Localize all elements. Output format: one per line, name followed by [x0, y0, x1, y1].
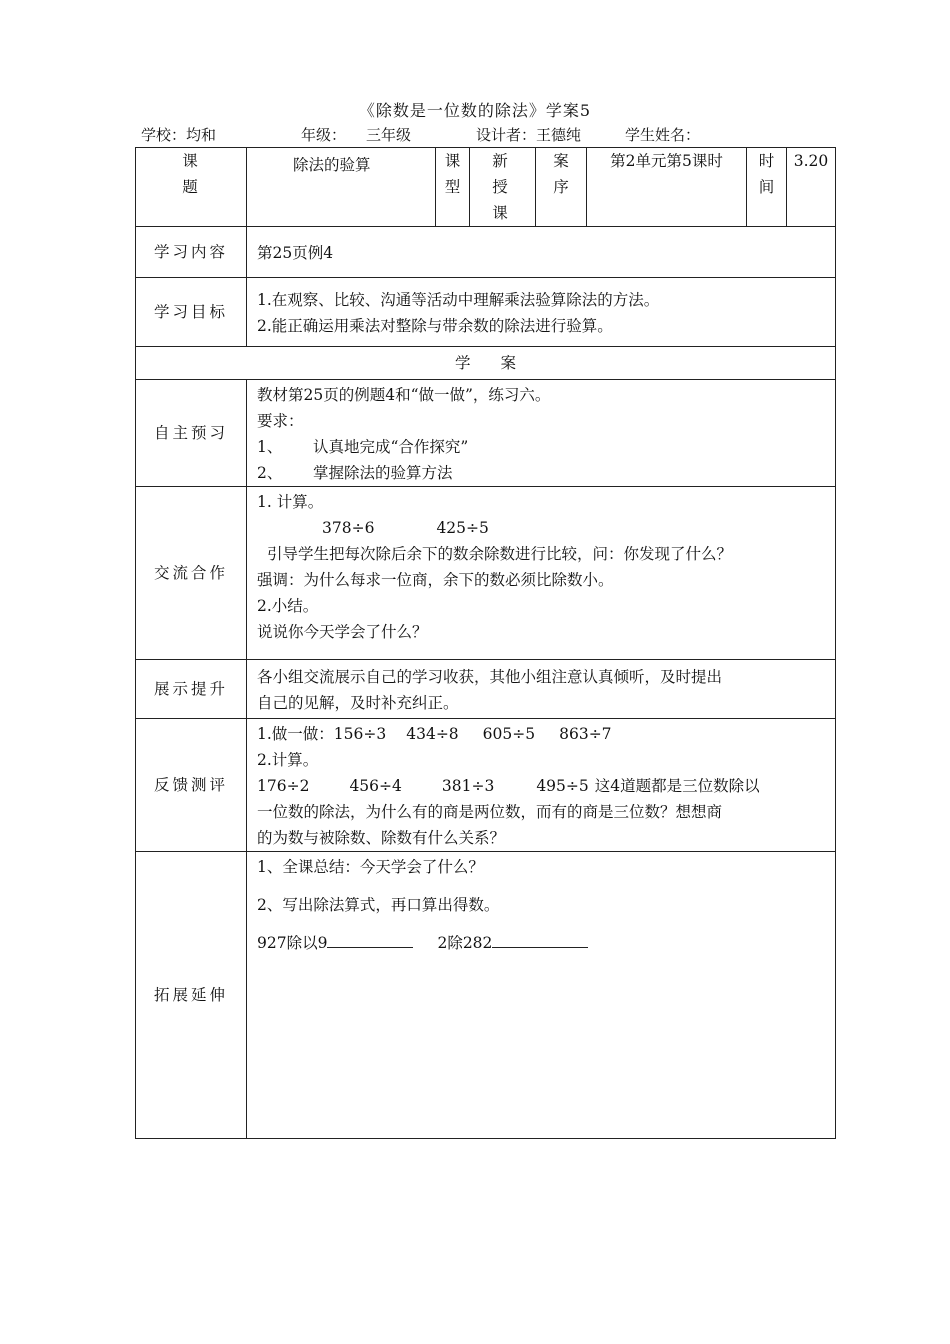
answer-blank[interactable] — [327, 931, 413, 948]
show-content — [247, 660, 836, 719]
type-label: 课型 — [436, 148, 470, 227]
time-label: 时间 — [747, 148, 787, 227]
cooperate-line: 引导学生把每次除后余下的数余除数进行比较，问：你发现了什么？ — [267, 545, 733, 563]
feedback-line: 一位数的除法，为什么有的商是两位数，而有的商是三位数？想想商 — [257, 803, 723, 821]
cooperate-content — [247, 487, 836, 660]
feedback-content — [247, 719, 836, 852]
preview-line: 要求： — [257, 412, 304, 430]
order-label: 案序 — [536, 148, 587, 227]
extend-content — [247, 852, 836, 1139]
preview-line: 1、 认真地完成“合作探究” — [257, 438, 469, 456]
preview-row — [136, 380, 836, 487]
goal-line: 2.能正确运用乘法对整除与带余数的除法进行验算。 — [257, 317, 613, 335]
section-title-row — [136, 347, 836, 380]
cooperate-line: 强调：为什么每求一位商，余下的数必须比除数小。 — [257, 571, 614, 589]
grade-label: 年级： — [301, 126, 347, 144]
extend-line: 2、写出除法算式，再口算出得数。 — [257, 896, 500, 914]
cooperate-line: 说说你今天学会了什么？ — [257, 623, 428, 641]
show-line: 各小组交流展示自己的学习收获，其他小组注意认真倾听，及时提出 — [257, 668, 723, 686]
topic-label: 课题 — [136, 148, 247, 227]
document-title: 《除数是一位数的除法》学案5 — [358, 101, 592, 120]
preview-label: 自主预习 — [136, 380, 247, 487]
topic-value: 除法的验算 — [247, 148, 436, 227]
goals-label: 学习目标 — [136, 278, 247, 347]
cooperate-line: 1. 计算。 — [257, 493, 324, 511]
goals-row — [136, 278, 836, 347]
lesson-plan-table — [135, 147, 836, 1139]
goal-line: 1.在观察、比较、沟通等活动中理解乘法验算除法的方法。 — [257, 291, 660, 309]
preview-line: 2、 掌握除法的验算方法 — [257, 464, 453, 482]
content-row — [136, 227, 836, 278]
extend-line: 1、全课总结：今天学会了什么？ — [257, 858, 484, 876]
goals-content — [247, 278, 836, 347]
school-field: 学校：均和 — [141, 126, 217, 144]
content-label: 学习内容 — [136, 227, 247, 278]
student-name-field: 学生姓名： — [625, 126, 701, 144]
preview-content — [247, 380, 836, 487]
extend-row — [136, 852, 836, 1139]
cooperate-label: 交流合作 — [136, 487, 247, 660]
type-value: 新授课 — [470, 148, 536, 227]
feedback-line: 1.做一做：156÷3 434÷8 605÷5 863÷7 — [257, 725, 612, 743]
answer-blank[interactable] — [492, 931, 588, 948]
extend-exercise: 927除以9 2除282 — [257, 930, 835, 956]
cooperate-calcs: 378÷6 425÷5 — [322, 519, 489, 537]
order-value: 第2单元第5课时 — [587, 148, 747, 227]
show-row — [136, 660, 836, 719]
designer-field: 设计者：王德纯 — [476, 126, 582, 144]
grade-value: 三年级 — [366, 126, 412, 144]
extend-label: 拓展延伸 — [136, 852, 247, 1139]
feedback-line: 176÷2 456÷4 381÷3 495÷5 这4道题都是三位数除以 — [257, 777, 760, 795]
show-label: 展示提升 — [136, 660, 247, 719]
content-value: 第25页例4 — [247, 227, 836, 278]
cooperate-line: 2.小结。 — [257, 597, 319, 615]
feedback-line: 的为数与被除数、除数有什么关系？ — [257, 829, 506, 847]
section-title: 学案 — [136, 347, 836, 380]
preview-line: 教材第25页的例题4和“做一做”，练习六。 — [257, 386, 551, 404]
feedback-line: 2.计算。 — [257, 751, 319, 769]
feedback-row — [136, 719, 836, 852]
meta-row — [137, 124, 837, 144]
cooperate-row — [136, 487, 836, 660]
show-line: 自己的见解，及时补充纠正。 — [257, 694, 459, 712]
feedback-label: 反馈测评 — [136, 719, 247, 852]
time-value: 3.20 — [787, 148, 836, 227]
header-row — [136, 148, 836, 227]
